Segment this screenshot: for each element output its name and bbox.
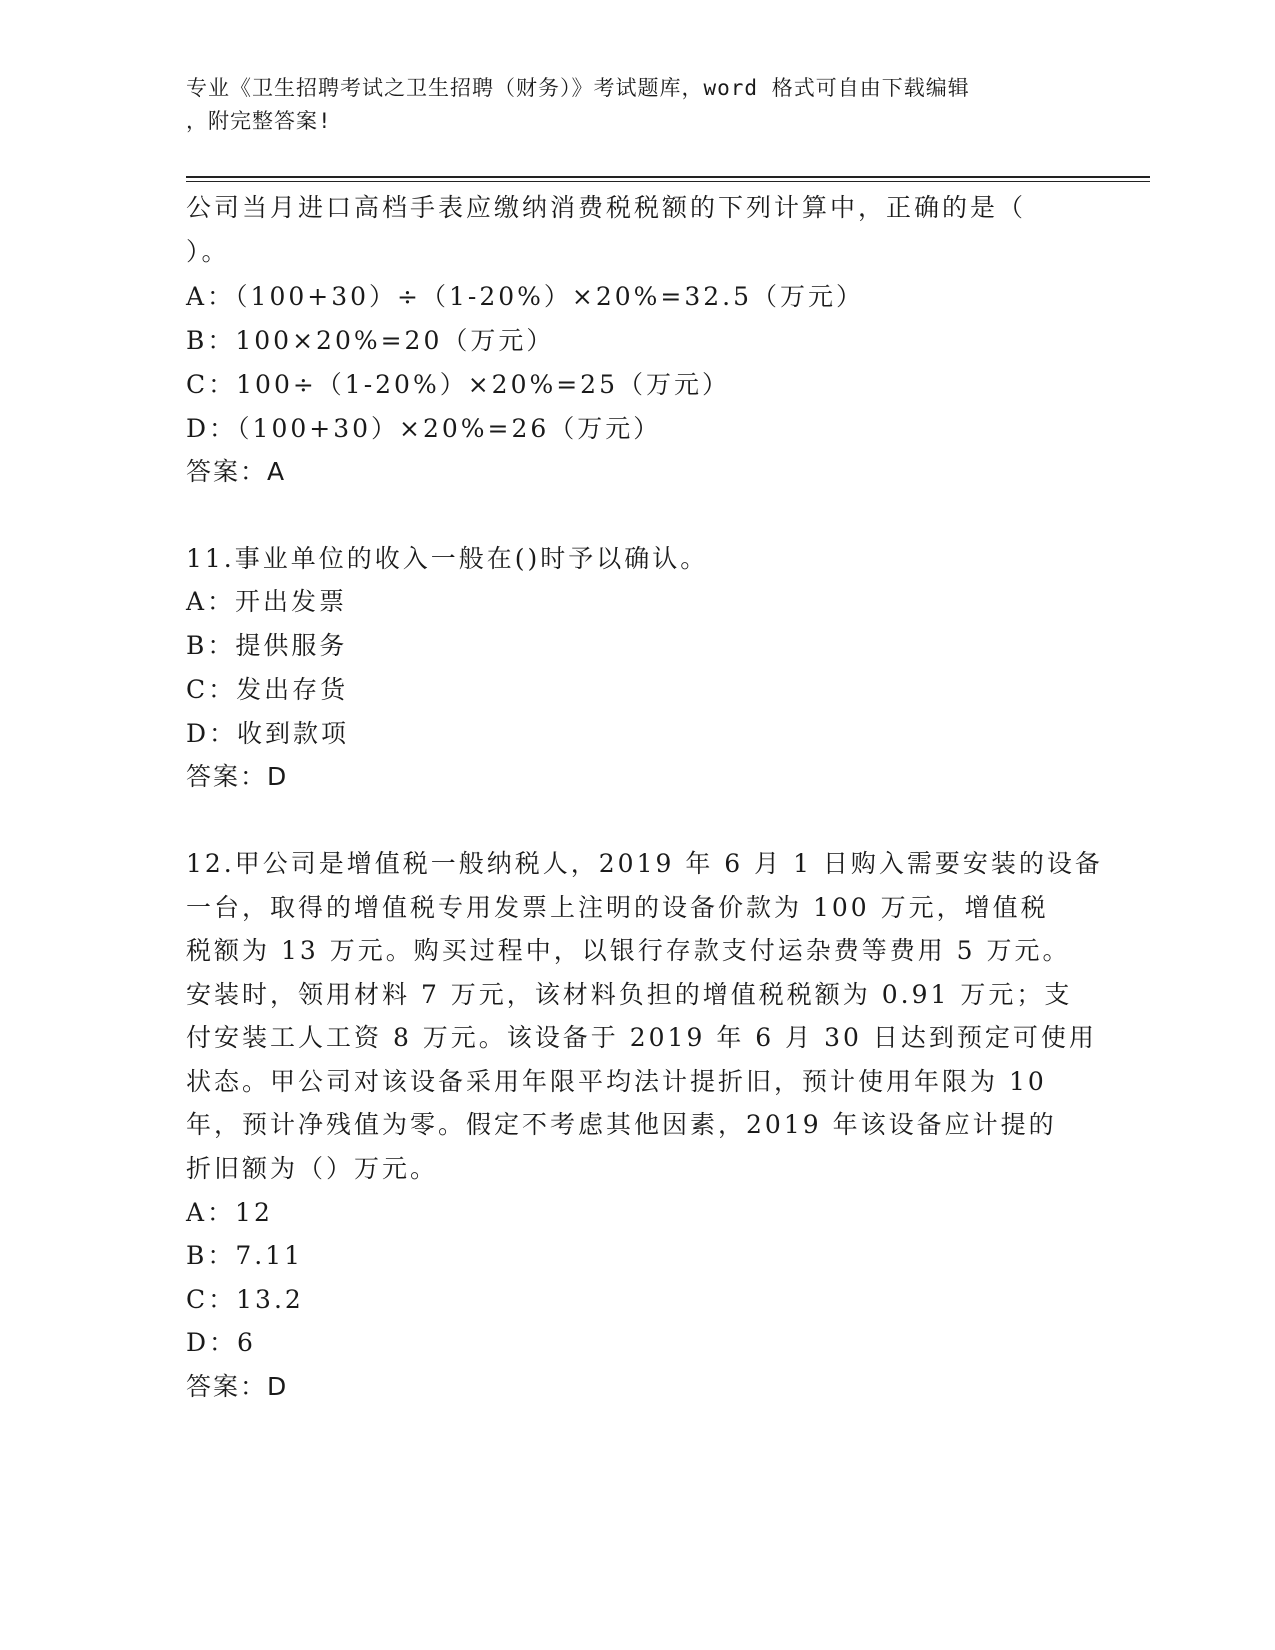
q10-stem-line-1: 公司当月进口高档手表应缴纳消费税税额的下列计算中，正确的是（ bbox=[186, 193, 1027, 222]
q12-option-c: C：13.2 bbox=[186, 1285, 304, 1314]
q12-stem-line-8: 折旧额为（）万元。 bbox=[186, 1154, 439, 1183]
q12-option-b: B：7.11 bbox=[186, 1241, 304, 1270]
q12-stem-line-5: 付安装工人工资 8 万元。该设备于 2019 年 6 月 30 日达到预定可使用 bbox=[186, 1023, 1097, 1052]
q11-option-c: C：发出存货 bbox=[186, 675, 349, 704]
q11-answer: 答案：D bbox=[186, 762, 289, 791]
q10-option-d: D：（100+30）×20%=26（万元） bbox=[186, 414, 662, 443]
q10-answer: 答案：A bbox=[186, 457, 287, 486]
q12-stem-line-4: 安装时，领用材料 7 万元，该材料负担的增值税税额为 0.91 万元；支 bbox=[186, 980, 1073, 1009]
q11-option-a: A：开出发票 bbox=[186, 587, 348, 616]
q12-stem-line-2: 一台，取得的增值税专用发票上注明的设备价款为 100 万元，增值税 bbox=[186, 893, 1049, 922]
header-line-1: 专业《卫生招聘考试之卫生招聘（财务）》考试题库，word 格式可自由下载编辑 bbox=[186, 76, 970, 100]
q10-option-a: A：（100+30）÷（1-20%）×20%=32.5（万元） bbox=[186, 282, 865, 311]
q12-stem-line-3: 税额为 13 万元。购买过程中，以银行存款支付运杂费等费用 5 万元。 bbox=[186, 936, 1071, 965]
q12-option-d: D：6 bbox=[186, 1328, 256, 1357]
q11-option-d: D：收到款项 bbox=[186, 719, 350, 748]
q11-stem-line-1: 11.事业单位的收入一般在()时予以确认。 bbox=[186, 544, 709, 573]
q12-stem-line-1: 12.甲公司是增值税一般纳税人，2019 年 6 月 1 日购入需要安装的设备 bbox=[186, 849, 1103, 878]
q12-stem-line-6: 状态。甲公司对该设备采用年限平均法计提折旧，预计使用年限为 10 bbox=[186, 1067, 1047, 1096]
q12-option-a: A：12 bbox=[186, 1198, 273, 1227]
header-line-2: ，附完整答案! bbox=[186, 109, 332, 133]
q12-stem-line-7: 年，预计净残值为零。假定不考虑其他因素，2019 年该设备应计提的 bbox=[186, 1110, 1057, 1139]
q10-option-b: B：100×20%=20（万元） bbox=[186, 326, 555, 355]
q12-answer: 答案：D bbox=[186, 1372, 289, 1401]
q11-option-b: B：提供服务 bbox=[186, 631, 348, 660]
header-divider-thick bbox=[186, 176, 1150, 178]
document-header bbox=[186, 72, 1066, 138]
q10-stem-line-2: ）。 bbox=[186, 237, 230, 266]
header-divider-thin bbox=[186, 181, 1150, 182]
q10-option-c: C：100÷（1-20%）×20%=25（万元） bbox=[186, 370, 730, 399]
